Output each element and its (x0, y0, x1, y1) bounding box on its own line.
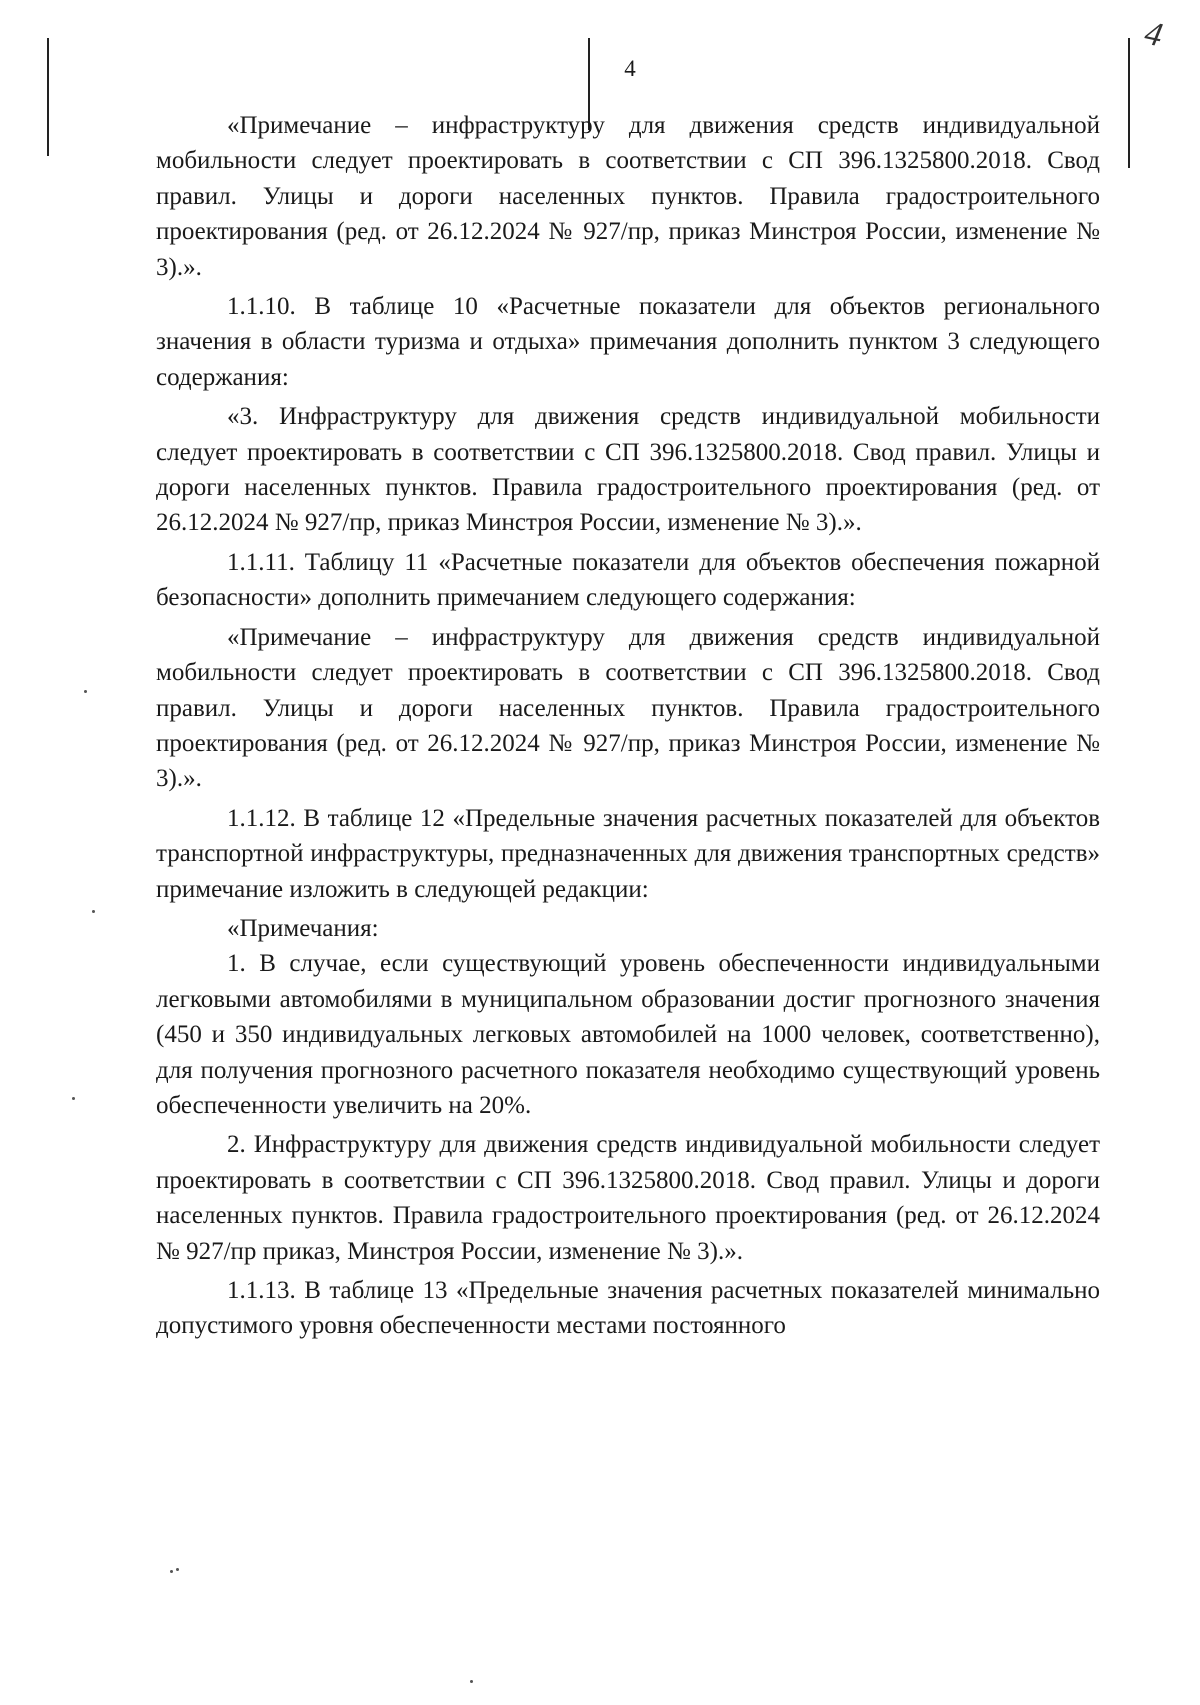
scan-speck (92, 910, 95, 913)
paragraph-1-1-12: 1.1.12. В таблице 12 «Предельные значения расчетных показателей для объектов транспортной инфраструктуры, предназначенных для движения транспортных средств» примечание изложить в следующей редакции: (156, 804, 1100, 903)
paragraph-note-1: «Примечание – инфраструктуру для движения средств индивидуальной мобильности следует проектировать в соответствии с СП 396.1325800.2018. Свод правил. Улицы и дороги населенных пунктов. Правила градостроительного проектирования (ред. от 26.12.2024 № 927/пр, приказ Минстроя России, изменение № 3).». (156, 112, 1100, 281)
page-number: 4 (624, 56, 636, 81)
paragraph-note-3: «3. Инфраструктуру для движения средств индивидуальной мобильности следует проектировать в соответствии с СП 396.1325800.2018. Свод правил. Улицы и дороги населенных пунктов. Правила градостроительного проектирования (ред. от 26.12.2024 № 927/пр, приказ Минстроя России, изменение № 3).». (156, 403, 1100, 537)
scan-speck (170, 1570, 173, 1573)
paragraph-1-1-13: 1.1.13. В таблице 13 «Предельные значения расчетных показателей минимально допустимого уровня обеспеченности местами постоянного (156, 1277, 1100, 1340)
paragraph-1-1-11: 1.1.11. Таблицу 11 «Расчетные показатели для объектов обеспечения пожарной безопасности» дополнить примечанием следующего содержания: (156, 548, 1100, 612)
scan-speck (176, 1568, 179, 1571)
scan-speck (72, 1097, 75, 1100)
paragraph-note-item-1: 1. В случае, если существующий уровень обеспеченности индивидуальными легковыми автомобилями в муниципальном образовании достиг прогнозного значения (450 и 350 индивидуальных легковых автомобилей на 1000 человек, соответственно), для получения прогнозного расчетного показателя необходимо существующий уровень обеспеченности увеличить на 20%. (156, 950, 1100, 1119)
scan-speck (84, 690, 87, 693)
handwritten-page-mark: 4 (1141, 14, 1166, 55)
scan-speck (470, 1680, 473, 1683)
paragraph-1-1-10: 1.1.10. В таблице 10 «Расчетные показатели для объектов регионального значения в области туризма и отдыха» примечания дополнить пунктом 3 следующего содержания: (156, 293, 1100, 391)
paragraph-note-item-2: 2. Инфраструктуру для движения средств индивидуальной мобильности следует проектировать в соответствии с СП 396.1325800.2018. Свод правил. Улицы и дороги населенных пунктов. Правила градостроительного проектирования (ред. от 26.12.2024 № 927/пр приказ, Минстроя России, изменение № 3).». (156, 1131, 1100, 1265)
document-body (156, 108, 1100, 1348)
paragraph-notes-heading: «Примечания: (227, 914, 379, 942)
paragraph-note-2: «Примечание – инфраструктуру для движения средств индивидуальной мобильности следует проектировать в соответствии с СП 396.1325800.2018. Свод правил. Улицы и дороги населенных пунктов. Правила градостроительного проектирования (ред. от 26.12.2024 № 927/пр, приказ Минстроя России, изменение № 3).». (156, 623, 1100, 793)
